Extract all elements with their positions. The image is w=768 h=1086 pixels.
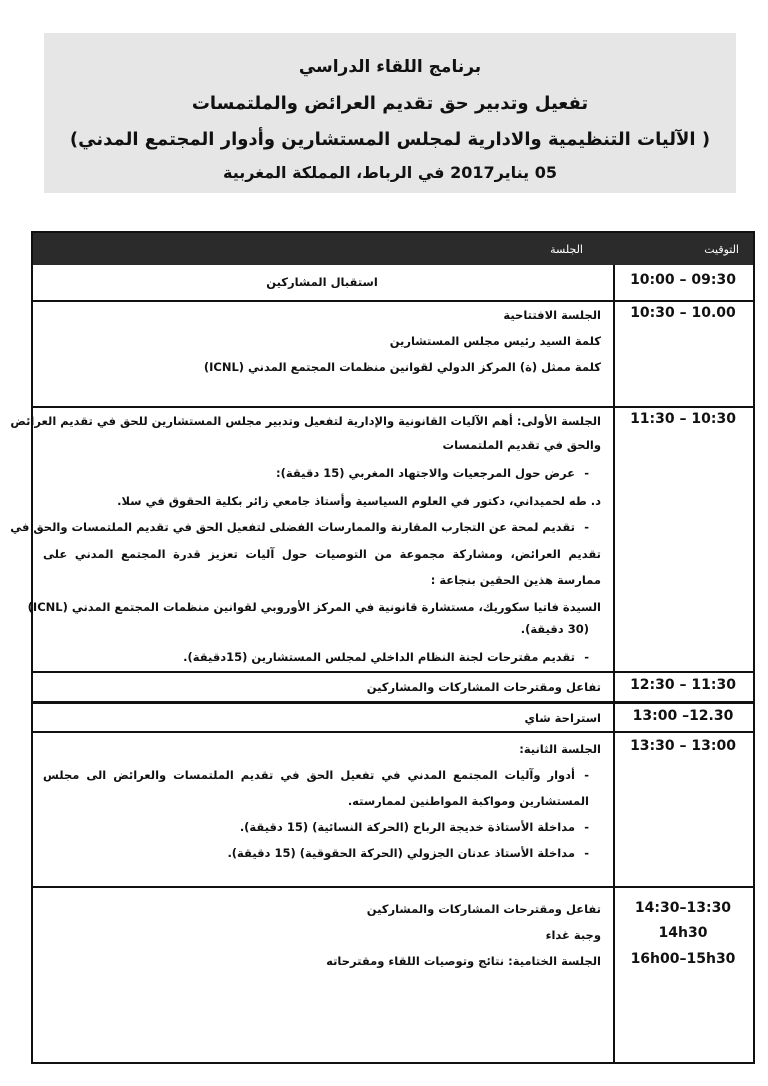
table-row (33, 265, 753, 300)
time-slot: 13:30 – 13:00 (630, 738, 736, 754)
time-slot: 14h30 (658, 925, 708, 941)
time-slot: 11:30 – 10:30 (630, 411, 736, 427)
column-header-session: الجلسة (550, 243, 583, 256)
program-subtitle: تفعيل وتدبير حق تقديم العرائض والملتمسات (191, 93, 589, 114)
time-slot: 13:00 –12.30 (632, 708, 734, 724)
session-text: تقديم العرائض، ومشاركة مجموعة من التوصيات حول آليات تعزيز قدرة المجتمع المدني على (43, 547, 601, 561)
schedule-table (10, 231, 755, 1064)
session-text: تفاعل ومقترحات المشاركات والمشاركين (366, 902, 601, 916)
session-text: استقبال المشاركين (266, 275, 378, 289)
program-title: برنامج اللقاء الدراسي (298, 57, 482, 77)
session-text: (30 دقيقة). (520, 622, 589, 636)
column-header-time: التوقيت (704, 243, 739, 256)
table-row (10, 406, 753, 673)
session-cell (33, 302, 611, 408)
session-text: كلمة السيد رئيس مجلس المستشارين (389, 334, 601, 348)
time-slot: 10:30 – 10.00 (630, 305, 736, 321)
session-cell (33, 673, 611, 703)
session-heading: الجلسة الافتتاحية (503, 308, 601, 322)
list-item: -تقديم لمحة عن التجارب المقارنة والممارسات الفضلى لتفعيل الحق في تقديم الملتمسات والحق في (10, 520, 589, 534)
session-text: تفاعل ومقترحات المشاركات والمشاركين (366, 680, 601, 694)
session-cell (33, 704, 611, 734)
session-cell (33, 733, 611, 888)
program-subtitle-detail: ( الآليات التنظيمية والادارية لمجلس المستشارين وأدوار المجتمع المدني) (69, 129, 711, 150)
session-text: المستشارين ومواكبة المواطنين لممارسته. (347, 794, 589, 808)
session-text: السيدة فاتيا سكوريك، مستشارة قانونية في المركز الأوروبي لقوانين منظمات المجتمع المدني (ICNL) (27, 600, 601, 614)
time-cell (613, 673, 753, 703)
time-cell (613, 733, 753, 888)
time-slot: 14:30–13:30 (634, 900, 732, 916)
session-cell (33, 888, 611, 1062)
session-text: ممارسة هذين الحقين بنجاعة : (430, 573, 601, 587)
table-row (33, 731, 753, 888)
session-text: استراحة شاي (524, 711, 601, 725)
session-heading: الجلسة الثانية: (519, 742, 601, 756)
time-slot: 12:30 – 11:30 (630, 677, 736, 693)
time-slot: 16h00–15h30 (630, 951, 736, 967)
table-row (33, 671, 753, 703)
table-row (33, 701, 753, 734)
time-slot: 10:00 – 09:30 (630, 272, 736, 288)
list-item: -عرض حول المرجعيات والاجتهاد المغربي (15 دقيقة): (276, 466, 589, 480)
session-text: والحق في تقديم الملتمسات (442, 438, 601, 452)
session-heading: الجلسة الختامية: نتائج وتوصيات اللقاء ومقترحاته (326, 954, 601, 968)
table-row (33, 300, 753, 408)
list-item: -تقديم مقترحات لجنة النظام الداخلي لمجلس المستشارين (15دقيقة). (183, 650, 589, 664)
list-item: -أدوار وآليات المجتمع المدني في تفعيل الحق في تقديم الملتمسات والعرائض الى مجلس (43, 768, 589, 782)
session-text: وجبة غداء (545, 928, 601, 942)
session-text: د. طه لحميداني، دكتور في العلوم السياسية وأستاذ جامعي زائر بكلية الحقوق في سلا. (117, 494, 601, 508)
table-header (33, 233, 753, 265)
time-cell (613, 408, 753, 673)
session-heading: الجلسة الأولى: أهم الآليات القانونية والإدارية لتفعيل وتدبير مجلس المستشارين للحق في تقديم العرائض (10, 414, 601, 428)
event-date-location: 05 يناير2017 في الرباط، المملكة المغربية (223, 163, 557, 182)
time-cell (613, 704, 753, 734)
list-item: -مداخلة الأستاذة خديجة الرباح (الحركة النسائية) (15 دقيقة). (239, 820, 589, 834)
session-cell (33, 265, 611, 300)
time-cell (613, 302, 753, 408)
list-item: -مداخلة الأستاذ عدنان الجزولي (الحركة الحقوقية) (15 دقيقة). (227, 846, 589, 860)
time-cell (613, 265, 753, 300)
time-cell (613, 888, 753, 1062)
table-row (33, 886, 753, 1062)
session-text: كلمة ممثل (ة) المركز الدولي لقوانين منظمات المجتمع المدني (ICNL) (203, 360, 601, 374)
session-cell (10, 408, 611, 673)
